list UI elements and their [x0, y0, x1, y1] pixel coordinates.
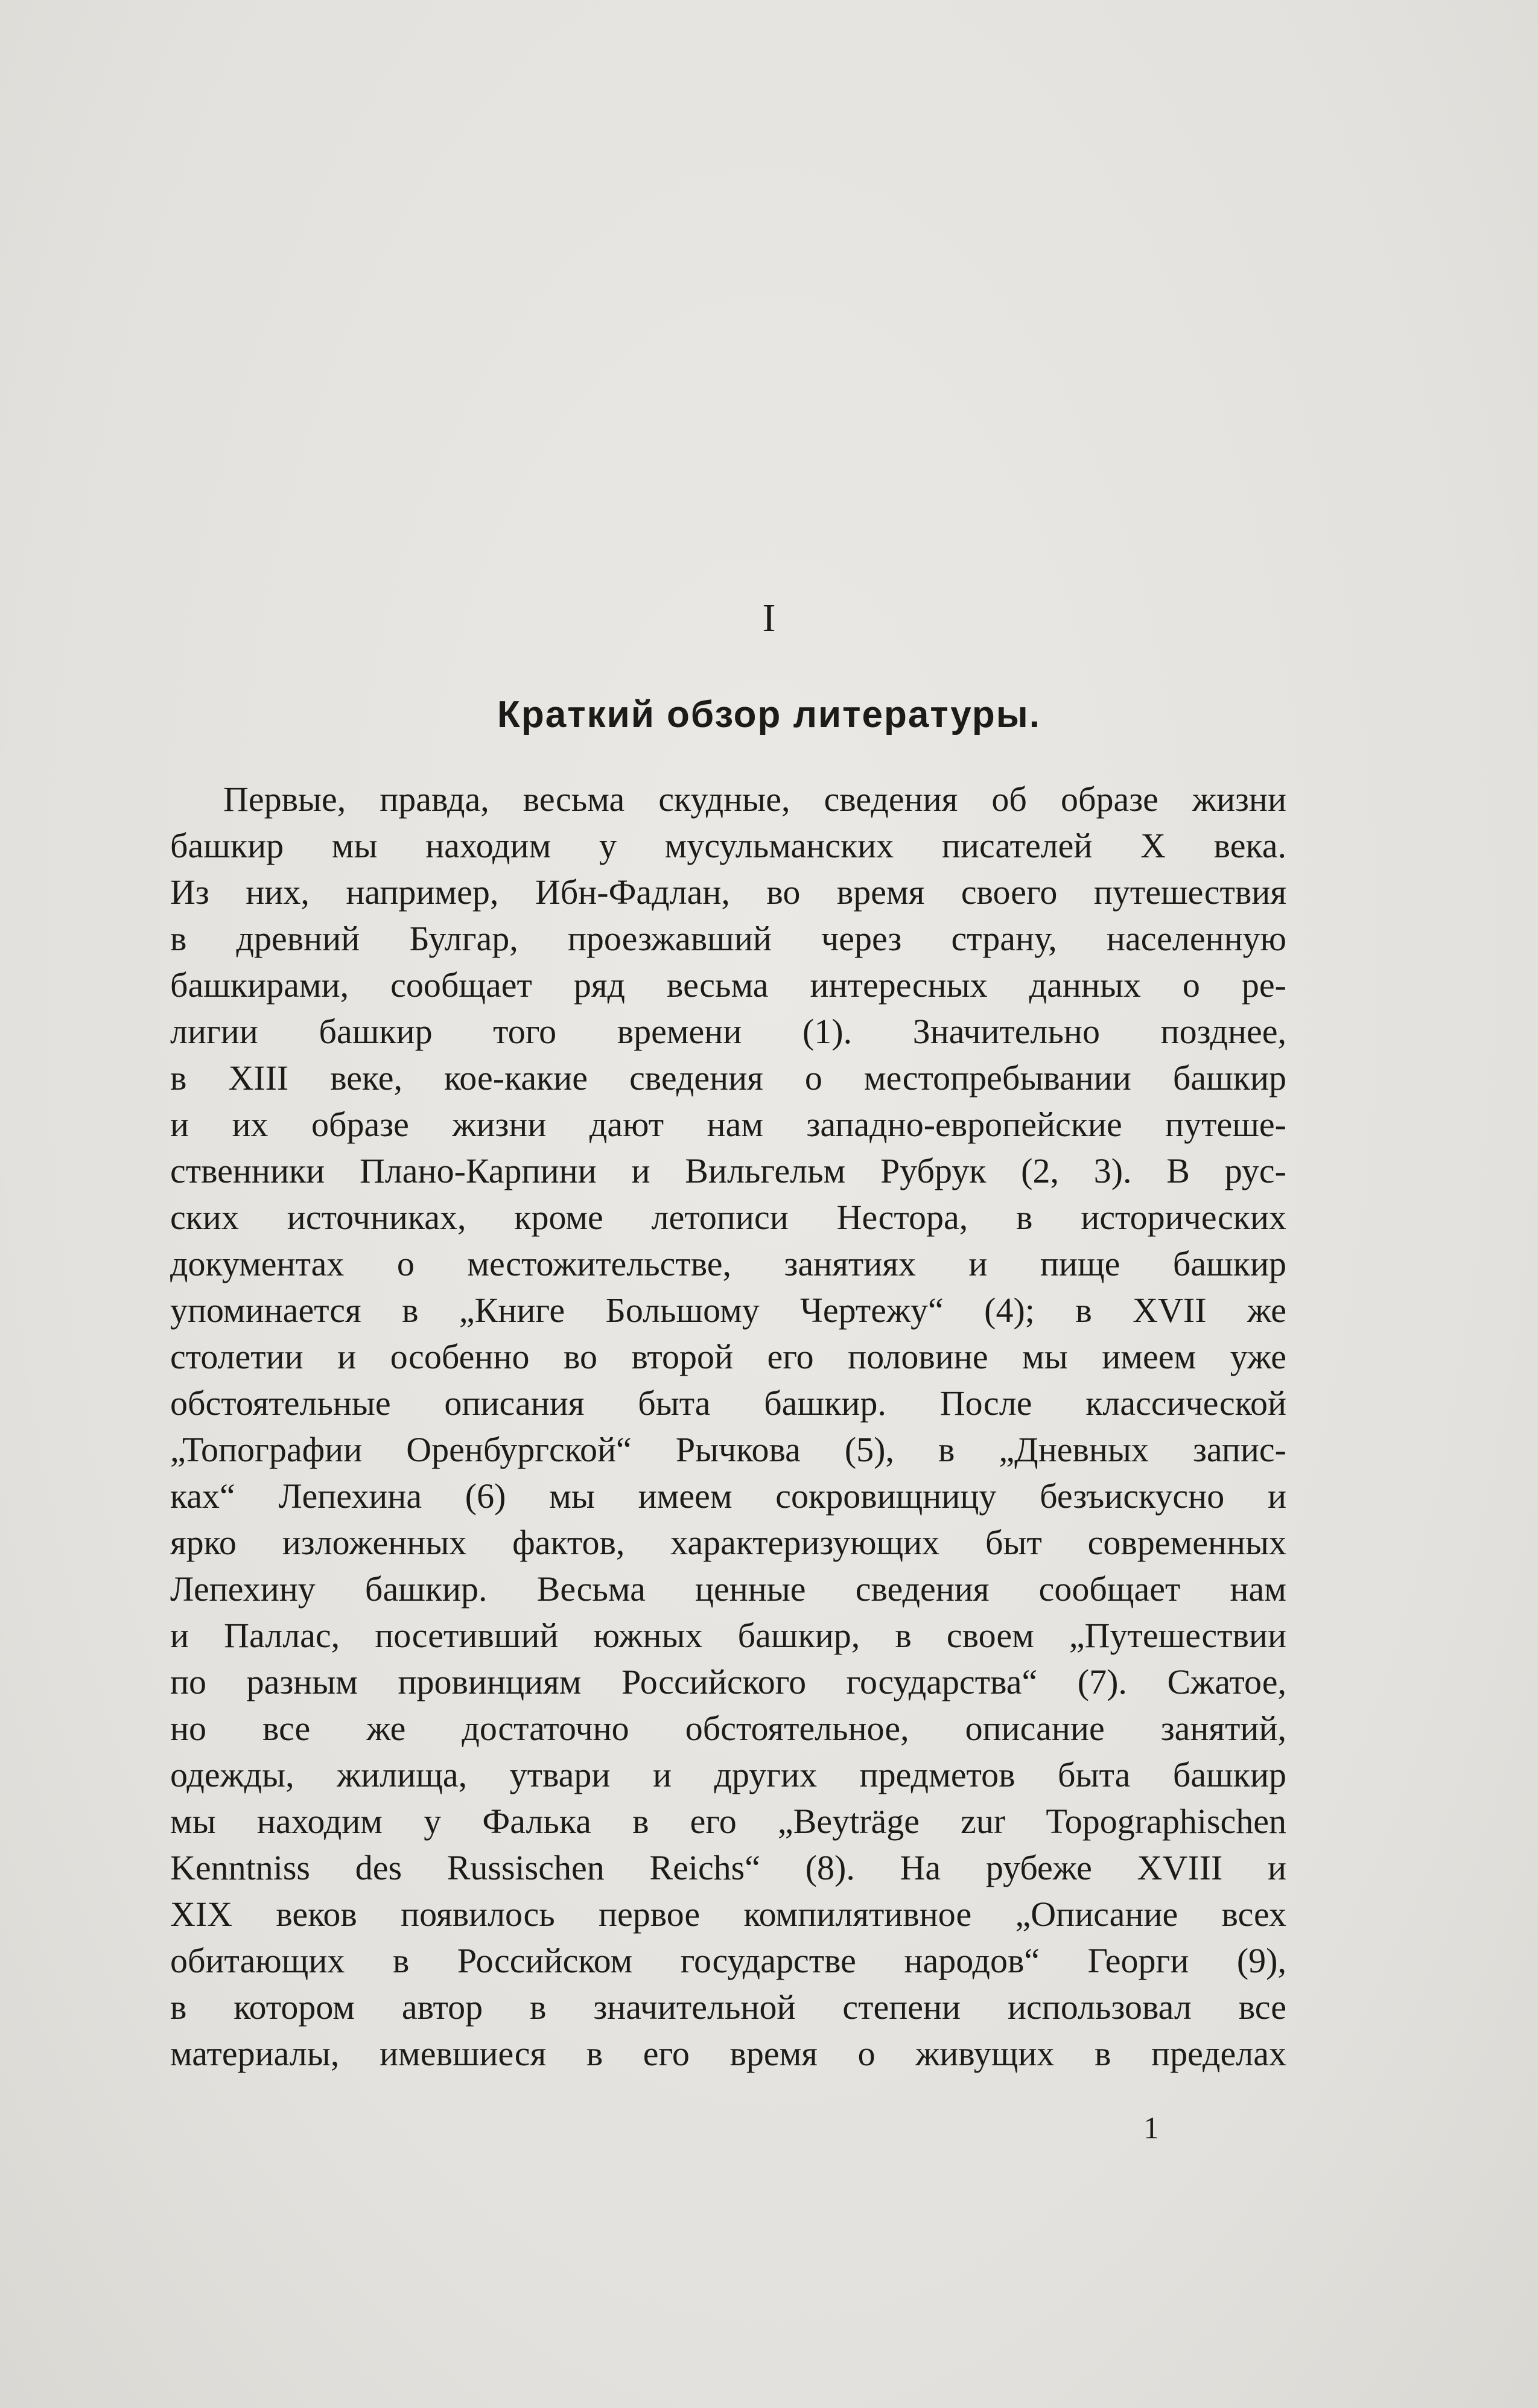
- text-line: материалы, имевшиеся в его время о живущих в пределах: [170, 2034, 1286, 2073]
- text-line: Kenntniss des Russischen Reichs“ (8). На рубеже XVIII и: [170, 1848, 1286, 1887]
- text-line: „Топографии Оренбургской“ Рычкова (5), в „Дневных запис-: [170, 1430, 1286, 1469]
- text-line: Из них, например, Ибн-Фадлан, во время своего путешествия: [170, 872, 1286, 912]
- text-line: в древний Булгар, проезжавший через страну, населенную: [170, 919, 1286, 958]
- text-line: одежды, жилища, утвари и других предметов быта башкир: [170, 1755, 1286, 1794]
- text-line: XIX веков появилось первое компилятивное „Описание всех: [170, 1895, 1286, 1934]
- text-line: ярко изложенных фактов, характеризующих быт современных: [170, 1523, 1286, 1562]
- text-line: в XIII веке, кое-какие сведения о местопребывании башкир: [170, 1058, 1286, 1098]
- text-line: Первые, правда, весьма скудные, сведения об образе жизни: [223, 780, 1286, 819]
- body-paragraph: [170, 776, 1286, 2077]
- text-line: столетии и особенно во второй его половине мы имеем уже: [170, 1337, 1286, 1376]
- page-number: 1: [1143, 2111, 1159, 2146]
- text-line: документах о местожительстве, занятиях и пище башкир: [170, 1244, 1286, 1283]
- text-line: упоминается в „Книге Большому Чертежу“ (4); в XVII же: [170, 1291, 1286, 1330]
- text-line: обитающих в Российском государстве народов“ Георги (9),: [170, 1941, 1286, 1980]
- text-line: мы находим у Фалька в его „Beyträge zur Topographischen: [170, 1802, 1286, 1841]
- text-line: лигии башкир того времени (1). Значительно позднее,: [170, 1012, 1286, 1051]
- chapter-title: Краткий обзор литературы.: [497, 694, 1041, 735]
- text-line: но все же достаточно обстоятельное, описание занятий,: [170, 1709, 1286, 1748]
- text-line: и их образе жизни дают нам западно-европейские путеше-: [170, 1105, 1286, 1144]
- text-line: ках“ Лепехина (6) мы имеем сокровищницу безъискусно и: [170, 1476, 1286, 1516]
- chapter-number: I: [762, 596, 776, 640]
- text-line: ственники Плано-Карпини и Вильгельм Рубрук (2, 3). В рус-: [170, 1151, 1286, 1190]
- text-line: башкирами, сообщает ряд весьма интересных данных о ре-: [170, 965, 1286, 1005]
- text-line: обстоятельные описания быта башкир. После классической: [170, 1383, 1286, 1423]
- text-line: ских источниках, кроме летописи Нестора, в исторических: [170, 1198, 1286, 1237]
- text-line: башкир мы находим у мусульманских писателей X века.: [170, 826, 1286, 865]
- text-line: и Паллас, посетивший южных башкир, в своем „Путешествии: [170, 1616, 1286, 1655]
- text-line: Лепехину башкир. Весьма ценные сведения сообщает нам: [170, 1569, 1286, 1609]
- text-line: по разным провинциям Российского государства“ (7). Сжатое,: [170, 1662, 1286, 1701]
- text-line: в котором автор в значительной степени использовал все: [170, 1987, 1286, 2027]
